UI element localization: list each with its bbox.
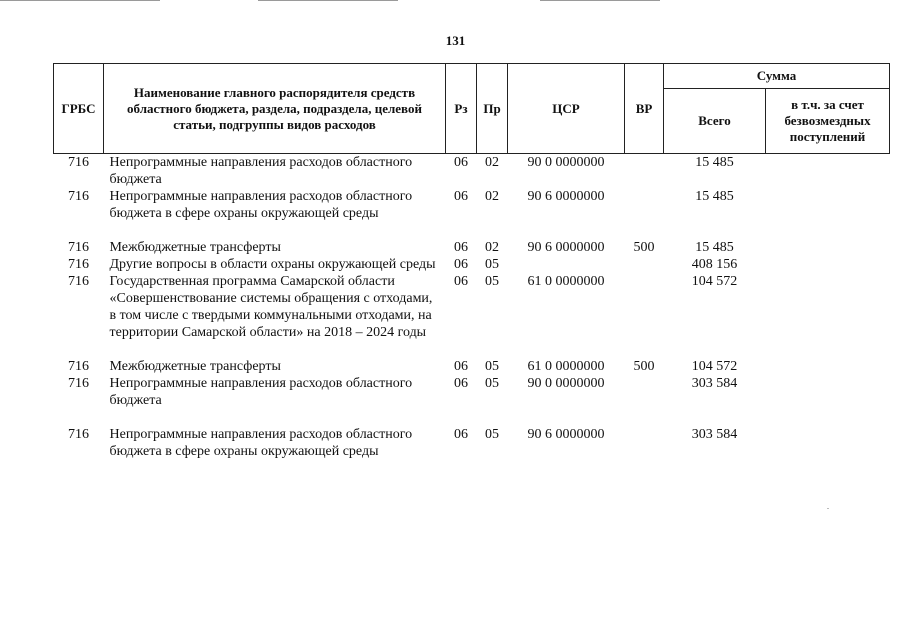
cell-rz: 06 bbox=[454, 376, 468, 391]
cell-rz: 06 bbox=[454, 274, 468, 289]
cell-csr: 90 0 0000000 bbox=[527, 155, 605, 170]
header-rz: Рз bbox=[446, 64, 477, 154]
cell-rz: 06 bbox=[454, 359, 468, 374]
cell-grbs: 716 bbox=[68, 155, 89, 170]
cell-vr: 500 bbox=[633, 359, 655, 374]
cell-incl bbox=[766, 375, 890, 426]
cell-csr: 90 6 0000000 bbox=[527, 189, 605, 204]
cell-grbs: 716 bbox=[68, 274, 89, 289]
cell-vr bbox=[625, 256, 664, 273]
cell-csr: 61 0 0000000 bbox=[527, 274, 605, 289]
table-row bbox=[54, 188, 890, 239]
cell-grbs: 716 bbox=[68, 359, 89, 374]
header-sum: Сумма bbox=[664, 64, 890, 89]
cell-pr: 05 bbox=[485, 376, 499, 391]
cell-vr bbox=[625, 375, 664, 426]
cell-rz: 06 bbox=[454, 189, 468, 204]
cell-grbs: 716 bbox=[68, 376, 89, 391]
cell-total: 104 572 bbox=[691, 274, 738, 289]
top-edge-line-right bbox=[540, 0, 660, 1]
cell-pr: 05 bbox=[485, 359, 499, 374]
top-edge-line-left bbox=[0, 0, 160, 1]
cell-csr: 90 6 0000000 bbox=[527, 240, 605, 255]
header-name: Наименование главного распорядителя средств областного бюджета, раздела, подраздела, целевой статьи, подгруппы видов расходов bbox=[104, 64, 446, 154]
cell-incl bbox=[766, 239, 890, 256]
cell-grbs: 716 bbox=[68, 189, 89, 204]
cell-pr: 02 bbox=[485, 189, 499, 204]
table-row bbox=[54, 358, 890, 375]
cell-csr: 90 0 0000000 bbox=[527, 376, 605, 391]
cell-pr: 02 bbox=[485, 155, 499, 170]
cell-name: Государственная программа Самарской области «Совершенствование системы обращения с отходами, в том числе с твердыми коммунальными отходами, на территории Самарской области» на 2018 – 2024 годы bbox=[109, 274, 433, 340]
table-row bbox=[54, 256, 890, 273]
cell-name: Межбюджетные трансферты bbox=[109, 240, 281, 255]
header-csr: ЦСР bbox=[508, 64, 625, 154]
cell-total: 303 584 bbox=[691, 427, 738, 442]
cell-name: Непрограммные направления расходов областного бюджета в сфере охраны окружающей среды bbox=[109, 427, 413, 459]
cell-name: Непрограммные направления расходов областного бюджета bbox=[109, 376, 413, 408]
header-grbs: ГРБС bbox=[54, 64, 104, 154]
cell-incl bbox=[766, 358, 890, 375]
cell-vr bbox=[625, 426, 664, 460]
cell-csr: 90 6 0000000 bbox=[527, 427, 605, 442]
cell-total: 15 485 bbox=[695, 189, 734, 204]
cell-name: Межбюджетные трансферты bbox=[109, 359, 281, 374]
cell-grbs: 716 bbox=[68, 240, 89, 255]
cell-rz: 06 bbox=[454, 240, 468, 255]
table-row bbox=[54, 154, 890, 189]
cell-incl bbox=[766, 188, 890, 239]
table-row bbox=[54, 426, 890, 460]
cell-total: 408 156 bbox=[691, 257, 738, 272]
cell-vr bbox=[625, 188, 664, 239]
page-number: 131 bbox=[445, 33, 466, 48]
table-body bbox=[54, 154, 890, 461]
cell-name: Непрограммные направления расходов областного бюджета в сфере охраны окружающей среды bbox=[109, 189, 413, 221]
cell-incl bbox=[766, 426, 890, 460]
cell-rz: 06 bbox=[454, 155, 468, 170]
cell-total: 15 485 bbox=[695, 240, 734, 255]
cell-rz: 06 bbox=[454, 257, 468, 272]
top-edge-line-mid bbox=[258, 0, 398, 1]
cell-pr: 05 bbox=[485, 427, 499, 442]
cell-total: 15 485 bbox=[695, 155, 734, 170]
cell-vr bbox=[625, 273, 664, 358]
table-row bbox=[54, 375, 890, 426]
cell-rz: 06 bbox=[454, 427, 468, 442]
cell-name: Непрограммные направления расходов областного бюджета bbox=[109, 155, 413, 187]
header-vr: ВР bbox=[625, 64, 664, 154]
budget-table bbox=[53, 63, 890, 460]
cell-grbs: 716 bbox=[68, 427, 89, 442]
cell-csr: 61 0 0000000 bbox=[527, 359, 605, 374]
cell-vr: 500 bbox=[633, 240, 655, 255]
cell-total: 104 572 bbox=[691, 359, 738, 374]
header-incl: в т.ч. за счет безвозмездных поступлений bbox=[766, 89, 890, 154]
header-total: Всего bbox=[664, 89, 766, 154]
cell-total: 303 584 bbox=[691, 376, 738, 391]
scan-speck bbox=[827, 508, 829, 509]
cell-csr bbox=[508, 256, 625, 273]
cell-pr: 02 bbox=[485, 240, 499, 255]
header-pr: Пр bbox=[477, 64, 508, 154]
cell-incl bbox=[766, 154, 890, 189]
cell-incl bbox=[766, 256, 890, 273]
cell-grbs: 716 bbox=[68, 257, 89, 272]
cell-pr: 05 bbox=[485, 274, 499, 289]
table-row bbox=[54, 273, 890, 358]
cell-vr bbox=[625, 154, 664, 189]
table-row bbox=[54, 239, 890, 256]
cell-pr: 05 bbox=[485, 257, 499, 272]
cell-incl bbox=[766, 273, 890, 358]
cell-name: Другие вопросы в области охраны окружающей среды bbox=[109, 257, 436, 272]
